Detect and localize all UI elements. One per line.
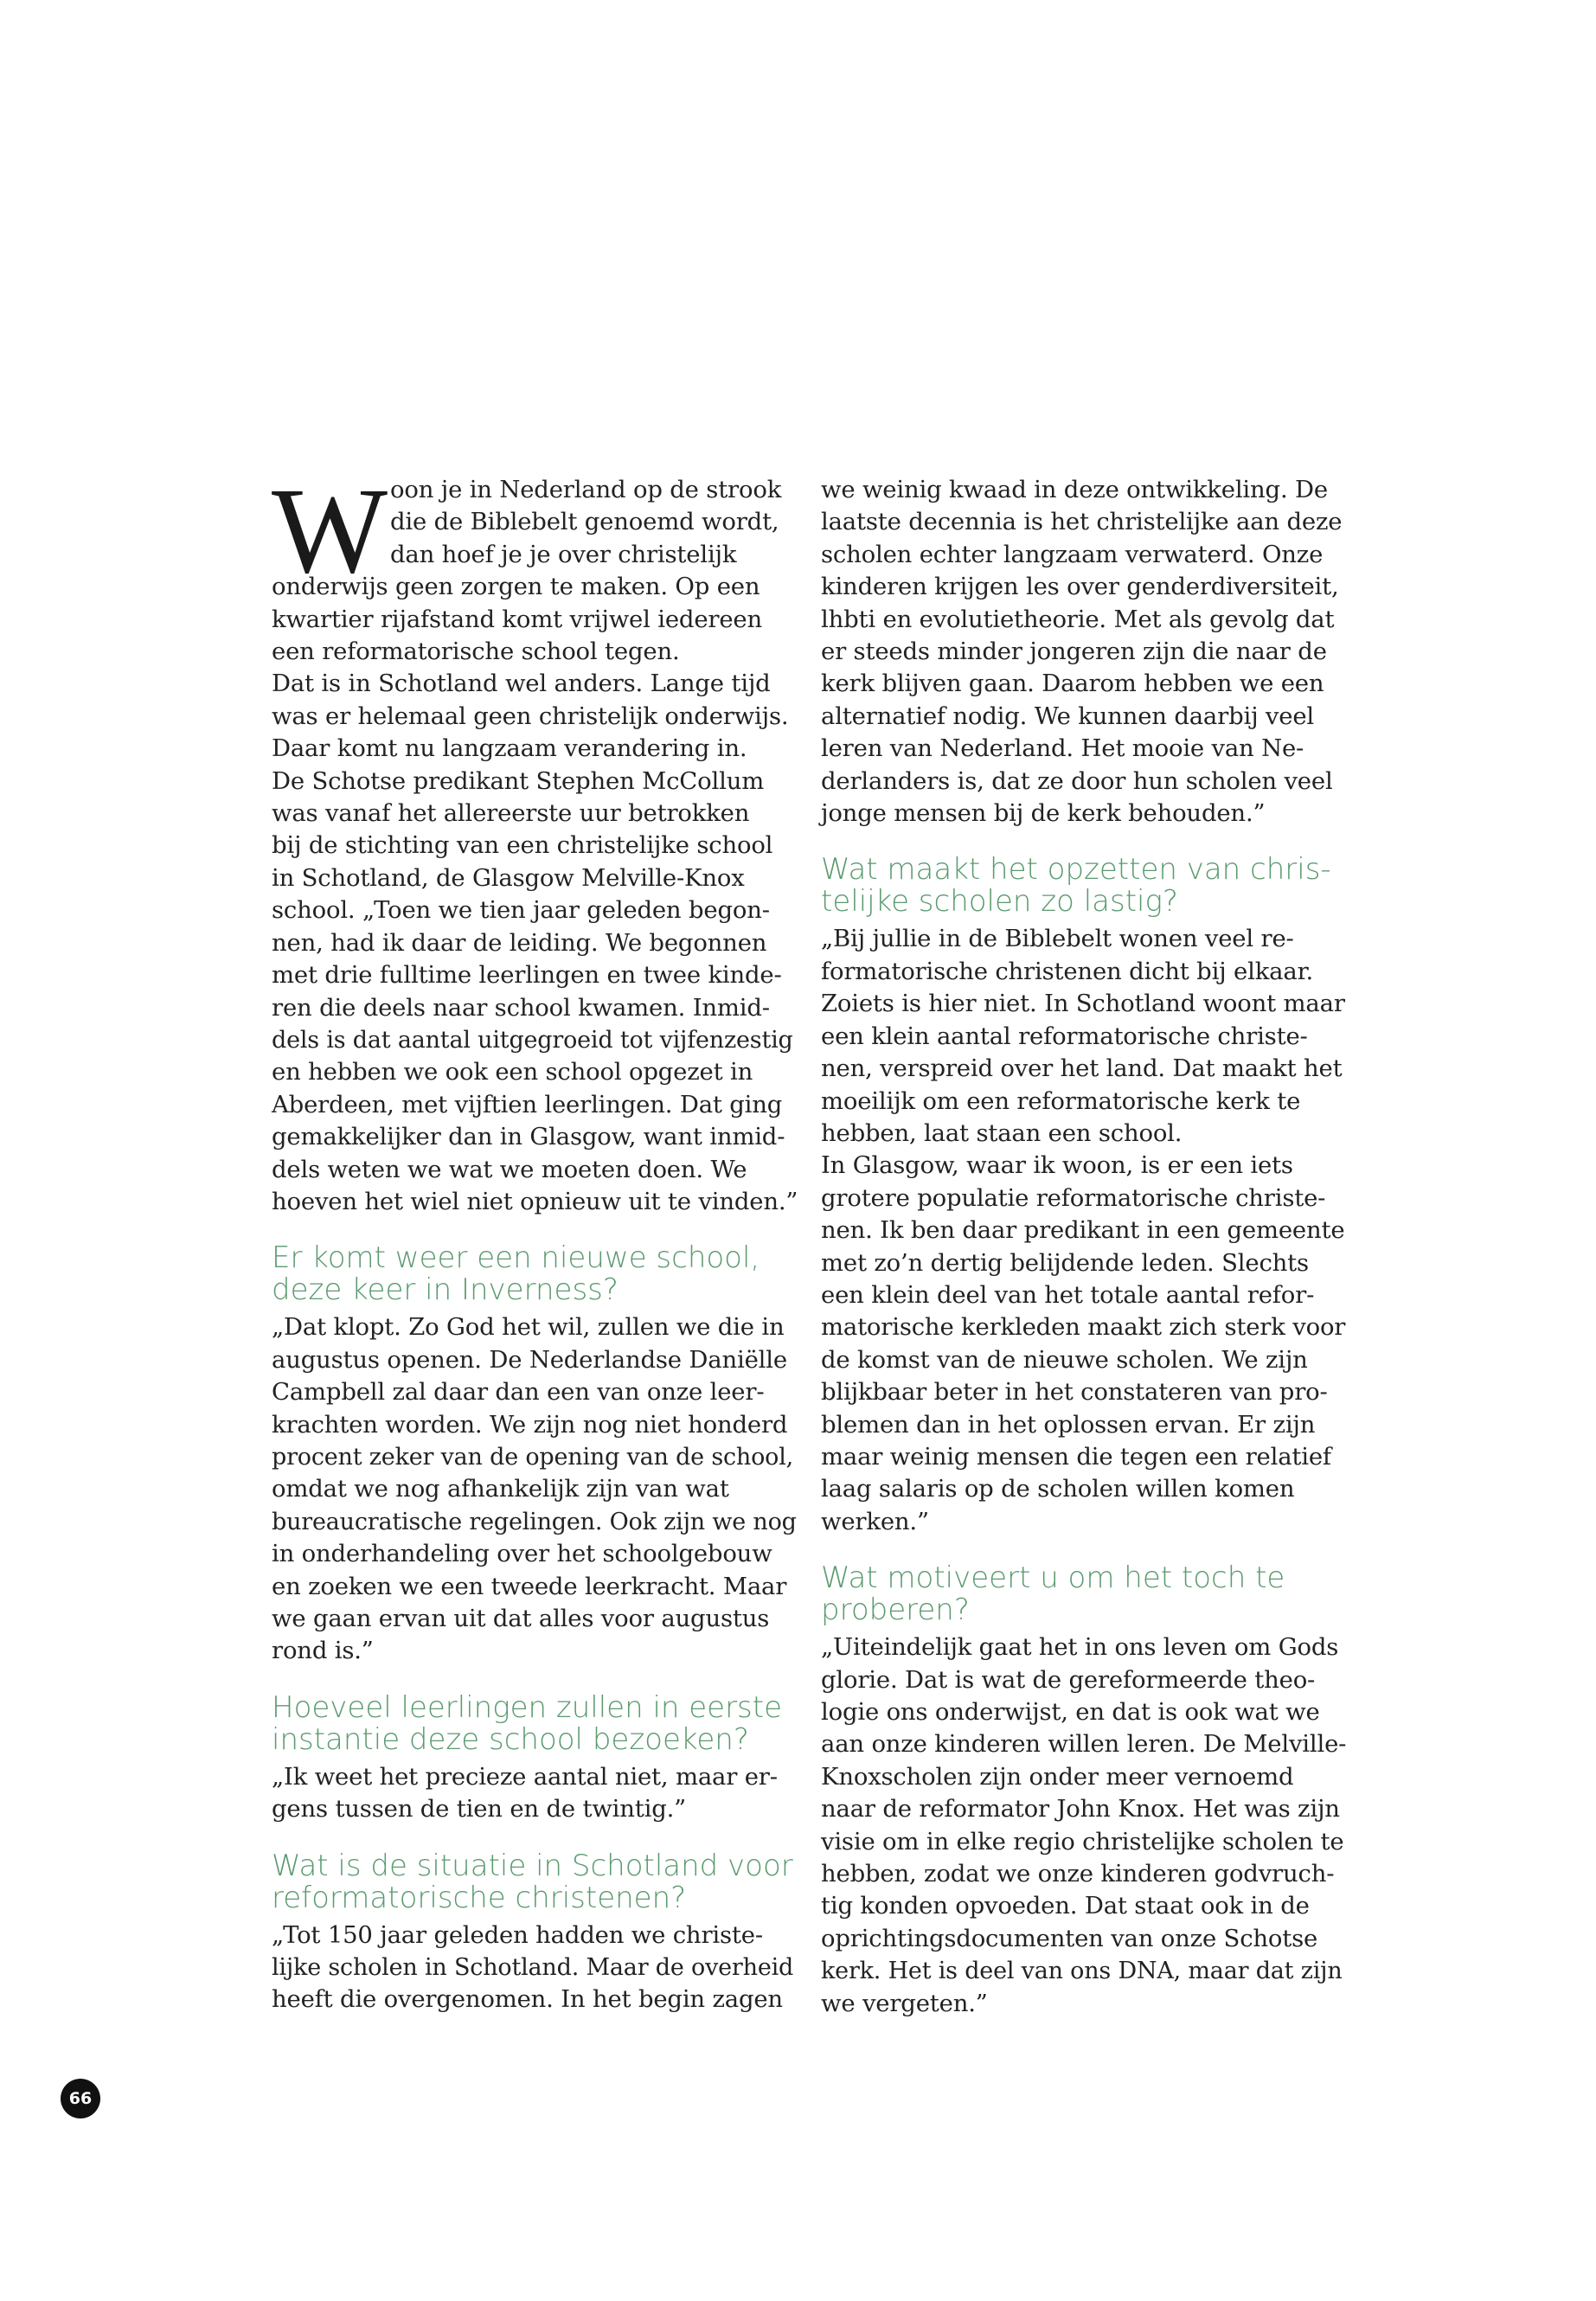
text-line: logie ons onderwijst, en dat is ook wat we [821, 1698, 1320, 1726]
text-line: visie om in elke regio christelijke scholen te [821, 1827, 1344, 1856]
page-number-badge: 66 [61, 2079, 100, 2118]
text-line: Knoxscholen zijn onder meer vernoemd [821, 1762, 1294, 1791]
right-intro-paragraph [821, 474, 1349, 830]
text-line: lhbti en evolutietheorie. Met als gevolg dat [821, 605, 1335, 633]
heading-line: Wat motiveert u om het toch te [821, 1561, 1285, 1596]
text-line: dan hoef je je over christelijk [390, 540, 737, 568]
text-line: heeft die overgenomen. In het begin zagen [272, 1985, 783, 2014]
heading-line: deze keer in Inverness? [272, 1272, 619, 1308]
heading-line: instantie deze school bezoeken? [272, 1721, 749, 1757]
answer-paragraph [272, 1920, 799, 2016]
text-line: de komst van de nieuwe scholen. We zijn [821, 1345, 1308, 1374]
answer-paragraph [272, 1311, 799, 1667]
text-line: kwartier rijafstand komt vrijwel iedereen [272, 605, 763, 633]
text-line: Dat is in Schotland wel anders. Lange tijd [272, 670, 771, 698]
question-heading [821, 1562, 1349, 1626]
text-line: gemakkelijker dan in Glasgow, want inmid- [272, 1123, 785, 1151]
text-line: laatste decennia is het christelijke aan deze [821, 508, 1343, 536]
answer-paragraph [272, 1761, 799, 1826]
text-line: nen. Ik ben daar predikant in een gemeente [821, 1216, 1345, 1245]
text-line: scholen echter langzaam verwaterd. Onze [821, 540, 1324, 568]
text-line: lijke scholen in Schotland. Maar de overheid [272, 1954, 794, 1982]
text-line: hoeven het wiel niet opnieuw uit te vinden.” [272, 1187, 798, 1215]
heading-line: proberen? [821, 1593, 970, 1628]
text-line: Campbell zal daar dan een van onze leer- [272, 1378, 765, 1407]
qa-section [272, 1242, 799, 1667]
text-line: een klein aantal reformatorische christe- [821, 1022, 1308, 1050]
heading-line: reformatorische christenen? [272, 1880, 687, 1915]
text-line: een reformatorische school tegen. [272, 638, 680, 666]
text-line: we gaan ervan uit dat alles voor augustus [272, 1605, 770, 1632]
text-line: in Schotland, de Glasgow Melville-Knox [272, 863, 745, 892]
text-line: oon je in Nederland op de strook [390, 476, 782, 503]
text-line: „Tot 150 jaar geleden hadden we christe- [272, 1920, 763, 1949]
text-line: glorie. Dat is wat de gereformeerde theo- [821, 1665, 1316, 1694]
answer-paragraph [821, 923, 1349, 1538]
text-line: met zo’n dertig belijdende leden. Slechts [821, 1248, 1309, 1277]
text-line: jonge mensen bij de kerk behouden.” [821, 799, 1266, 828]
question-heading [272, 1242, 799, 1306]
text-line: hebben, laat staan een school. [821, 1118, 1183, 1147]
qa-section [272, 1689, 799, 1826]
left-qa-sections [272, 1242, 799, 2016]
left-column [272, 462, 799, 2016]
text-line: met drie fulltime leerlingen en twee kinde- [272, 961, 782, 990]
text-line: nen, had ik daar de leiding. We begonnen [272, 928, 767, 957]
heading-line: Wat is de situatie in Schotland voor [272, 1848, 793, 1883]
answer-paragraph [821, 1631, 1349, 2020]
text-line: grotere populatie reformatorische christe- [821, 1183, 1326, 1212]
text-line: dels weten we wat we moeten doen. We [272, 1155, 747, 1183]
text-line: leren van Nederland. Het mooie van Ne- [821, 734, 1304, 763]
right-column [821, 474, 1349, 2020]
text-line: blemen dan in het oplossen ervan. Er zijn [821, 1410, 1316, 1439]
text-line: Daar komt nu langzaam verandering in. [272, 734, 747, 763]
text-line: we vergeten.” [821, 1989, 988, 2017]
text-line: rond is.” [272, 1637, 374, 1665]
question-heading [272, 1850, 799, 1914]
text-line: Zoiets is hier niet. In Schotland woont maar [821, 990, 1345, 1018]
text-line: formatorische christenen dicht bij elkaar. [821, 957, 1314, 985]
text-line: matorische kerkleden maakt zich sterk voor [821, 1313, 1346, 1342]
text-line: maar weinig mensen die tegen een relatief [821, 1442, 1331, 1471]
left-intro-paragraph [272, 571, 799, 1218]
text-line: een klein deel van het totale aantal refor- [821, 1280, 1315, 1309]
text-line: omdat we nog afhankelijk zijn van wat [272, 1475, 729, 1503]
text-line: bureaucratische regelingen. Ook zijn we nog [272, 1508, 797, 1535]
heading-line: Hoeveel leerlingen zullen in eerste [272, 1689, 783, 1725]
text-line: er steeds minder jongeren zijn die naar de [821, 638, 1327, 666]
text-line: bij de stichting van een christelijke school [272, 831, 773, 860]
text-line: hebben, zodat we onze kinderen godvruch- [821, 1860, 1335, 1888]
text-line: „Dat klopt. Zo God het wil, zullen we die in [272, 1313, 785, 1342]
heading-line: telijke scholen zo lastig? [821, 884, 1178, 920]
text-line: „Uiteindelijk gaat het in ons leven om Gods [821, 1633, 1339, 1662]
text-line: krachten worden. We zijn nog niet honderd [272, 1410, 788, 1439]
text-line: onderwijs geen zorgen te maken. Op een [272, 573, 760, 601]
question-heading [821, 854, 1349, 918]
qa-section [821, 1562, 1349, 2020]
text-line: in onderhandeling over het schoolgebouw [272, 1540, 772, 1568]
text-line: ren die deels naar school kwamen. Inmid- [272, 993, 770, 1022]
heading-line: Wat maakt het opzetten van chris- [821, 852, 1331, 888]
text-line: school. „Toen we tien jaar geleden begon- [272, 896, 770, 925]
text-line: dels is dat aantal uitgegroeid tot vijfenzestig [272, 1026, 793, 1054]
text-line: „Ik weet het precieze aantal niet, maar er- [272, 1762, 778, 1791]
text-line: was vanaf het allereerste uur betrokken [272, 799, 750, 828]
text-line: was er helemaal geen christelijk onderwijs. [272, 702, 789, 730]
text-line: en hebben we ook een school opgezet in [272, 1058, 753, 1086]
text-line: en zoeken we een tweede leerkracht. Maar [272, 1572, 787, 1600]
text-line: gens tussen de tien en de twintig.” [272, 1795, 687, 1823]
drop-cap: W [272, 462, 388, 599]
text-line: laag salaris op de scholen willen komen [821, 1475, 1295, 1503]
text-line: blijkbaar beter in het constateren van pro- [821, 1378, 1328, 1407]
lede-lines [390, 474, 799, 571]
text-line: naar de reformator John Knox. Het was zijn [821, 1795, 1340, 1823]
text-line: we weinig kwaad in deze ontwikkeling. De [821, 476, 1328, 503]
text-line: procent zeker van de opening van de school, [272, 1443, 794, 1471]
text-line: werken.” [821, 1507, 929, 1535]
text-line: kerk blijven gaan. Daarom hebben we een [821, 670, 1324, 698]
text-line: moeilijk om een reformatorische kerk te [821, 1086, 1301, 1115]
text-line: oprichtingsdocumenten van onze Schotse [821, 1924, 1318, 1952]
text-line: tig konden opvoeden. Dat staat ook in de [821, 1892, 1310, 1920]
text-line: alternatief nodig. We kunnen daarbij veel [821, 702, 1315, 730]
qa-section [821, 854, 1349, 1538]
text-line: aan onze kinderen willen leren. De Melville- [821, 1730, 1347, 1759]
text-line: De Schotse predikant Stephen McCollum [272, 766, 765, 795]
qa-section [272, 1850, 799, 2016]
text-line: kinderen krijgen les over genderdiversiteit, [821, 573, 1339, 601]
text-line: kerk. Het is deel van ons DNA, maar dat zijn [821, 1958, 1343, 1985]
right-qa-sections [821, 854, 1349, 2020]
text-line: die de Biblebelt genoemd wordt, [390, 508, 779, 536]
text-line: „Bij jullie in de Biblebelt wonen veel re- [821, 925, 1294, 953]
text-line: nen, verspreid over het land. Dat maakt het [821, 1054, 1343, 1083]
question-heading [272, 1689, 799, 1757]
text-line: derlanders is, dat ze door hun scholen veel [821, 766, 1333, 795]
text-line: Aberdeen, met vijftien leerlingen. Dat ging [272, 1090, 783, 1118]
heading-line: Er komt weer een nieuwe school, [272, 1240, 760, 1276]
text-line: augustus openen. De Nederlandse Daniëlle [272, 1345, 787, 1374]
text-line: In Glasgow, waar ik woon, is er een iets [821, 1151, 1293, 1180]
